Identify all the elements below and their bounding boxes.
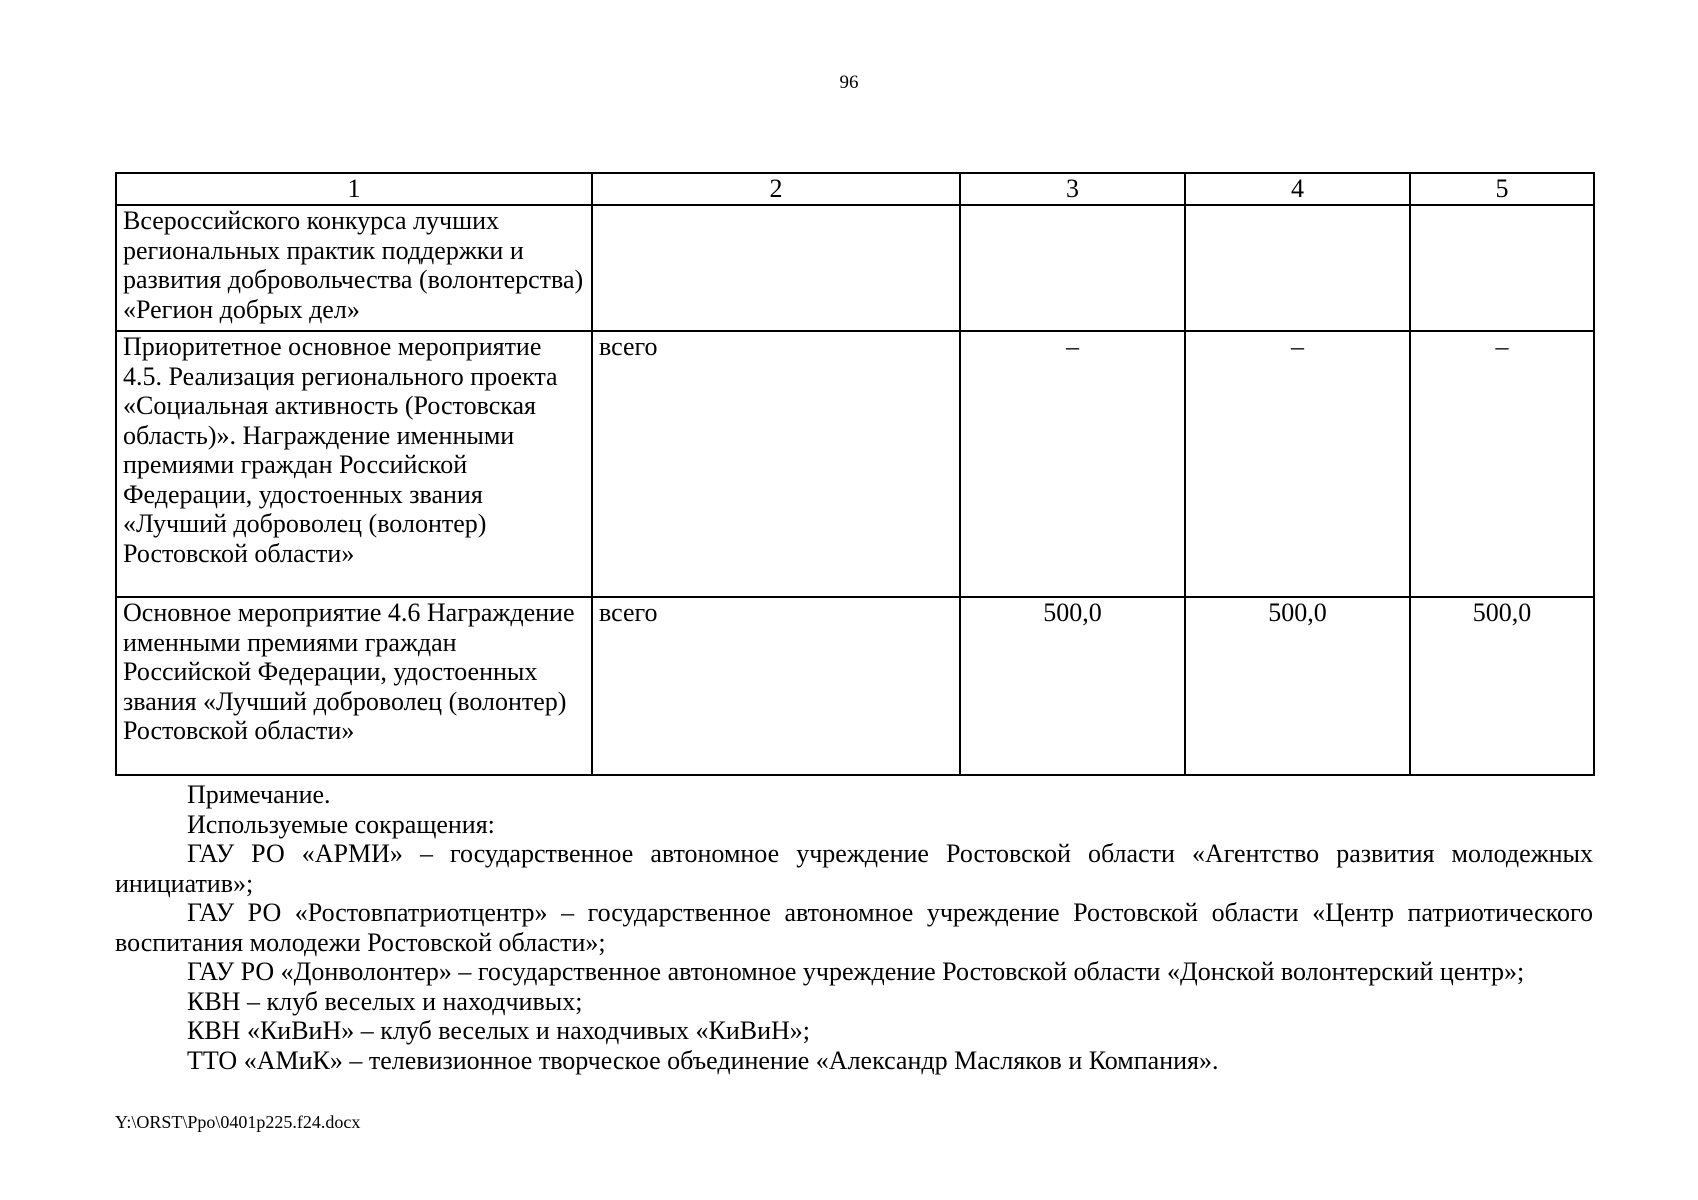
column-header: 3: [960, 173, 1185, 205]
column-header: 2: [592, 173, 960, 205]
value-cell: –: [1410, 331, 1594, 597]
funding-source-cell: [592, 205, 960, 331]
column-header: 4: [1185, 173, 1410, 205]
column-header: 5: [1410, 173, 1594, 205]
notes-section: [115, 780, 1593, 1075]
abbreviation-item: КВН – клуб веселых и находчивых;: [187, 986, 583, 1016]
value-cell: –: [960, 331, 1185, 597]
page-number: 96: [839, 72, 859, 93]
activity-name-cell: Приоритетное основное мероприятие 4.5. Реализация регионального проекта «Социальная активность (Ростовская область)». Награждение именными премиями граждан Российской Федерации, удостоенных звания «Лучший доброволец (волонтер) Ростовской области»: [116, 331, 592, 597]
abbreviation-item: ТТО «АМиК» – телевизионное творческое объединение «Александр Масляков и Компания».: [187, 1045, 1219, 1075]
table-header-row: [116, 173, 1594, 205]
funding-source-cell: всего: [592, 331, 960, 597]
value-cell: 500,0: [960, 597, 1185, 775]
table-row: [116, 205, 1594, 331]
abbreviation-item: ГАУ РО «АРМИ» – государственное автономное учреждение Ростовской области «Агентство развития молодежных инициатив»;: [115, 839, 1593, 898]
abbreviation-item: КВН «КиВиН» – клуб веселых и находчивых «КиВиН»;: [187, 1016, 810, 1045]
footer-file-path: Y:\ORST\Ppo\0401p225.f24.docx: [115, 1112, 361, 1132]
value-cell: [1410, 205, 1594, 331]
funding-source-cell: всего: [592, 597, 960, 775]
value-cell: [960, 205, 1185, 331]
budget-table: [115, 172, 1595, 776]
column-header: 1: [116, 173, 592, 205]
notes-title: Примечание.: [187, 780, 331, 809]
notes-subtitle: Используемые сокращения:: [187, 809, 495, 839]
abbreviation-item: ГАУ РО «Донволонтер» – государственное автономное учреждение Ростовской области «Донской волонтерский центр»;: [187, 957, 1525, 986]
table-row: [116, 597, 1594, 775]
table-row: [116, 331, 1594, 597]
abbreviation-item: ГАУ РО «Ростовпатриотцентр» – государственное автономное учреждение Ростовской области «Центр патриотического воспитания молодежи Ростовской области»;: [115, 898, 1593, 957]
value-cell: [1185, 205, 1410, 331]
value-cell: 500,0: [1410, 597, 1594, 775]
activity-name-cell: Всероссийского конкурса лучших региональных практик поддержки и развития добровольчества (волонтерства) «Регион добрых дел»: [116, 205, 592, 331]
value-cell: 500,0: [1185, 597, 1410, 775]
value-cell: –: [1185, 331, 1410, 597]
activity-name-cell: Основное мероприятие 4.6 Награждение именными премиями граждан Российской Федерации, удостоенных звания «Лучший доброволец (волонтер) Ростовской области»: [116, 597, 592, 775]
